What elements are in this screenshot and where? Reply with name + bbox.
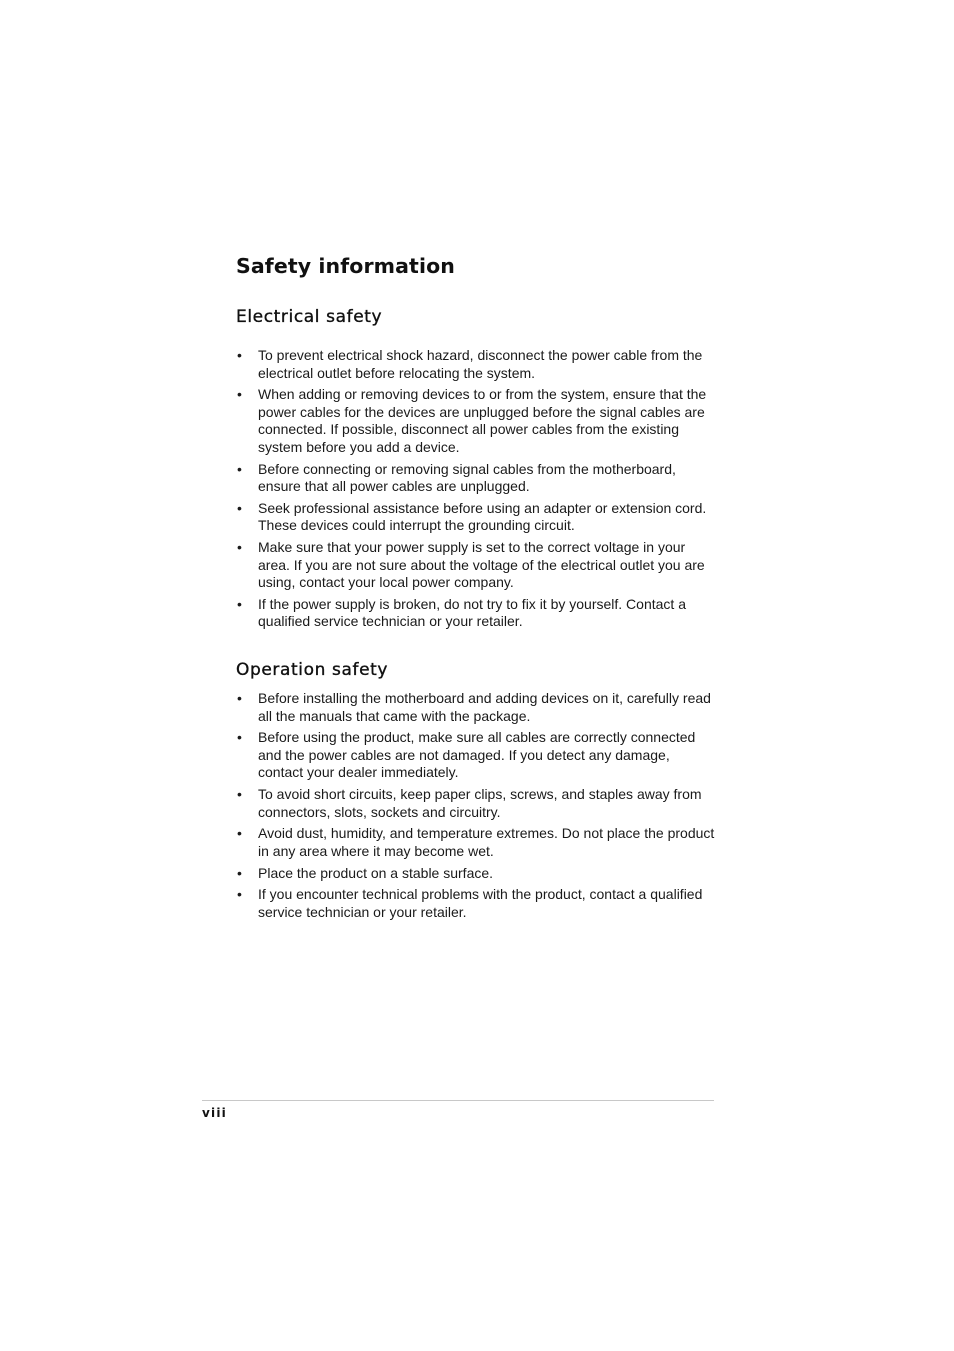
list-item [236,865,716,883]
list-item-text: When adding or removing devices to or from the system, ensure that the power cables for the devices are unplugged before the signal cables are connected. If possible, disconnect all power cables from the existing system before you add a device. [258,386,707,455]
list-item [236,886,716,921]
bullet-icon: • [237,460,242,477]
bullet-icon: • [237,864,242,881]
list-item-text: Make sure that your power supply is set to the correct voltage in your area. If you are not sure about the voltage of the electrical outlet you are using, contact your local power company. [258,539,705,591]
list-item [236,596,716,631]
list-item [236,786,716,821]
list-item [236,386,716,456]
footer-divider [202,1100,714,1101]
list-item-text: Before using the product, make sure all cables are correctly connected and the power cables are not damaged. If you detect any damage, contact your dealer immediately. [258,729,696,781]
list-item-text: Avoid dust, humidity, and temperature extremes. Do not place the product in any area where it may become wet. [258,825,715,859]
bullet-icon: • [237,386,242,403]
bullet-icon: • [237,690,242,706]
bullet-icon: • [237,499,242,516]
electrical-safety-list [236,347,716,635]
bullet-icon: • [237,539,242,556]
bullet-icon: • [237,347,242,363]
bullet-icon: • [237,886,242,903]
list-item-text: Before connecting or removing signal cables from the motherboard, ensure that all power cables are unplugged. [258,460,676,495]
electrical-safety-heading: Electrical safety [236,307,383,327]
list-item-text: Before installing the motherboard and adding devices on it, carefully read all the manuals that came with the package. [258,690,711,724]
list-item-text: If you encounter technical problems with the product, contact a qualified service technician or your retailer. [258,886,703,920]
list-item [236,539,716,592]
list-item [236,729,716,782]
list-item-text: If the power supply is broken, do not try to fix it by yourself. Contact a qualified service technician or your retailer. [258,595,686,630]
bullet-icon: • [237,825,242,842]
list-item-text: Seek professional assistance before using an adapter or extension cord. These devices could interrupt the grounding circuit. [258,499,707,534]
operation-safety-heading: Operation safety [236,660,389,680]
list-item [236,825,716,860]
list-item-text: To avoid short circuits, keep paper clips, screws, and staples away from connectors, slots, sockets and circuitry. [258,786,702,820]
list-item [236,690,716,725]
list-item [236,500,716,535]
bullet-icon: • [237,786,242,803]
page-number: viii [202,1106,227,1120]
list-item-text: To prevent electrical shock hazard, disconnect the power cable from the electrical outlet before relocating the system. [258,347,703,381]
bullet-icon: • [237,729,242,746]
operation-safety-list [236,690,716,926]
list-item-text: Place the product on a stable surface. [258,864,494,881]
bullet-icon: • [237,595,242,612]
list-item [236,461,716,496]
list-item [236,347,716,382]
page-title: Safety information [236,254,455,278]
